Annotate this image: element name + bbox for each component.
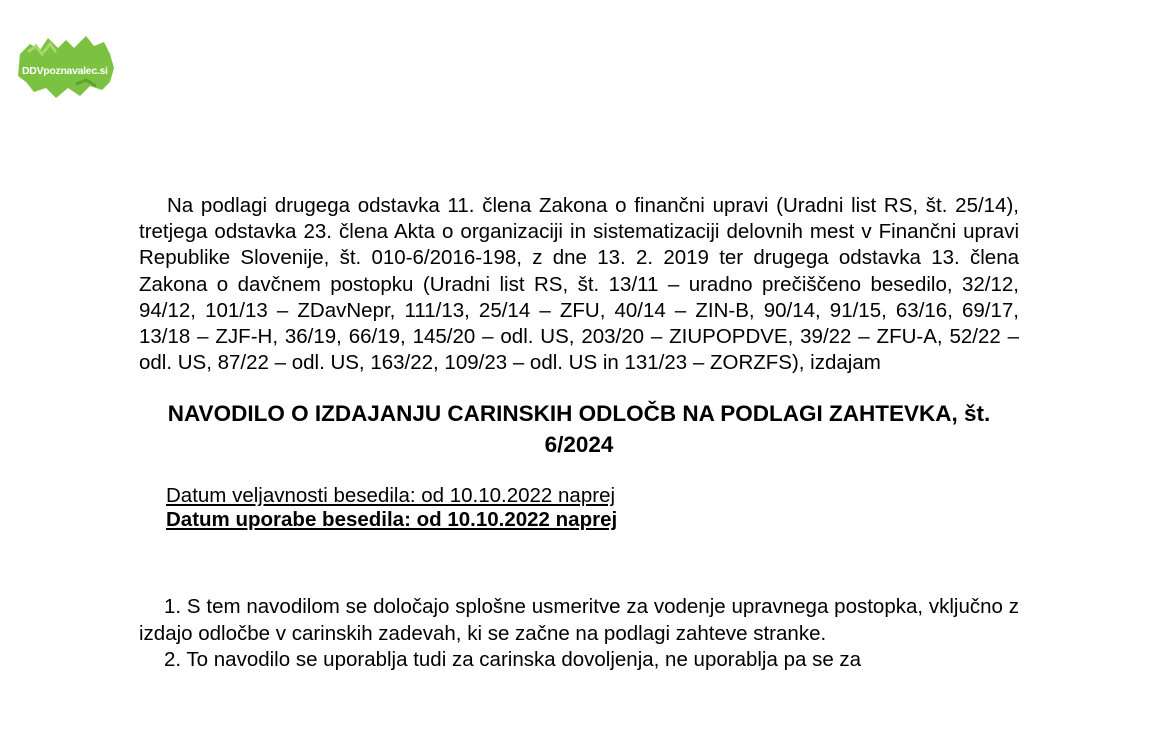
logo-text: DDVpoznavalec.si bbox=[22, 65, 108, 77]
ddv-logo[interactable] bbox=[16, 34, 116, 100]
document-title: NAVODILO O IZDAJANJU CARINSKIH ODLOČB NA PODLAGI ZAHTEVKA, št. 6/2024 bbox=[167, 401, 991, 458]
application-date: Datum uporabe besedila: od 10.10.2022 naprej bbox=[166, 508, 618, 532]
validity-date: Datum veljavnosti besedila: od 10.10.2022 naprej bbox=[166, 484, 616, 508]
numbered-list bbox=[139, 594, 1019, 673]
validity-block bbox=[166, 484, 1019, 532]
intro-paragraph: Na podlagi drugega odstavka 11. člena Zakona o finančni upravi (Uradni list RS, št. 25/14), tretjega odstavka 23. člena Akta o organizaciji in sistematizaciji delovnih mest v Finančni upravi Republike Slovenije, št. 010-6/2016-198, z dne 13. 2. 2019 ter drugega odstavka 13. člena Zakona o davčnem postopku (Uradni list RS, št. 13/11 – uradno prečiščeno besedilo, 32/12, 94/12, 101/13 – ZDavNepr, 111/13, 25/14 – ZFU, 40/14 – ZIN-B, 90/14, 91/15, 63/16, 69/17, 13/18 – ZJF-H, 36/19, 66/19, 145/20 – odl. US, 203/20 – ZIUPOPDVE, 39/22 – ZFU-A, 52/22 – odl. US, 87/22 – odl. US, 163/22, 109/23 – odl. US in 131/23 – ZORZFS), izdajam bbox=[139, 194, 1019, 375]
list-item: 1. S tem navodilom se določajo splošne usmeritve za vodenje upravnega postopka, vključno z izdajo odločbe v carinskih zadevah, ki se začne na podlagi zahteve stranke. bbox=[139, 595, 1019, 645]
list-item: 2. To navodilo se uporablja tudi za carinska dovoljenja, ne uporablja pa se za bbox=[164, 647, 862, 671]
document-body bbox=[139, 193, 1019, 673]
